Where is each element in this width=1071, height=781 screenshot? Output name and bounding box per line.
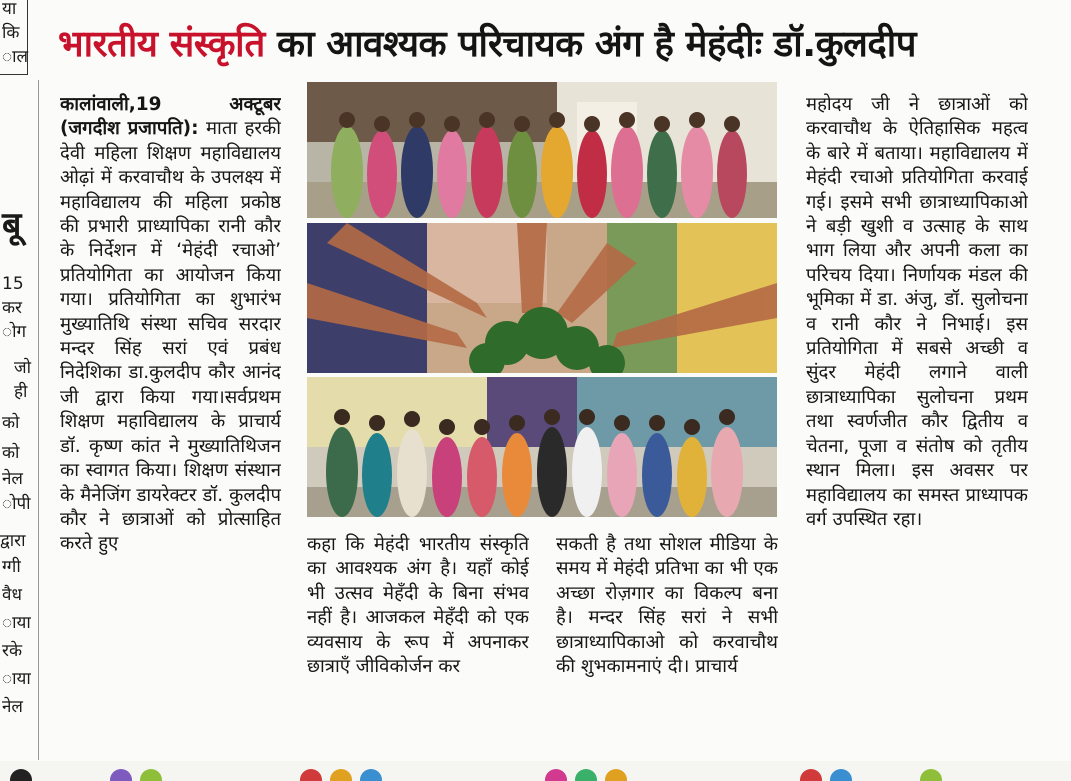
decor-dot [920, 769, 942, 781]
decor-dot [800, 769, 822, 781]
strip-fragment: रके [2, 641, 23, 661]
strip-fragment: या [2, 0, 17, 19]
headline [58, 14, 1058, 74]
decor-dot [110, 769, 132, 781]
group-photo-top [307, 82, 777, 218]
group-photo-bottom-image [307, 377, 777, 517]
strip-fragment: ाया [2, 669, 31, 689]
article-column-4 [806, 93, 1028, 757]
column-2-text: कहा कि मेहंदी भारतीय संस्कृति का आवश्यक अंग है। यहाँ कोई भी उत्सव मेहँदी के बिना संभव नहीं है। आजकल मेहँदी को एक व्यवसाय के रूप में अपनाकर छात्राएँ जीविकोर्जन कर [307, 534, 529, 678]
strip-fragment: वैध [2, 585, 22, 605]
group-photo-bottom [307, 377, 777, 517]
strip-fragment: ग्गी [2, 557, 21, 577]
decor-dot [605, 769, 627, 781]
decor-dot [830, 769, 852, 781]
decor-dot [140, 769, 162, 781]
strip-fragment: द्वारा [0, 531, 26, 551]
strip-fragment: 15 [2, 274, 24, 294]
column-3-text: सकती है तथा सोशल मीडिया के समय में मेहंदी प्रतिभा का भी एक अच्छा रोज़गार का विकल्प बना है। मन्दर सिंह सरां ने सभी छात्राध्यापिकाओ को करवाचौथ की शुभकामनाएं दी। प्राचार्य [556, 534, 778, 678]
mehndi-hands-photo-image [307, 223, 777, 373]
headline-rest: का आवश्यक परिचायक अंग है मेहंदीः डॉ.कुलदीप [264, 22, 916, 65]
decor-dot [300, 769, 322, 781]
column-4-text: महोदय जी ने छात्राओं को करवाचौथ के ऐतिहासिक महत्व के बारे में बताया। महाविद्यालय में मेहंदी रचाओ प्रतियोगिता करवाई गई। इसमे सभी छात्राध्यापिकाओ ने बड़ी खुशी व उत्साह के साथ भाग लिया और अपनी कला का परिचय दिया। निर्णायक मंडल की भूमिका में डा. अंजु, डॉ. सुलोचना व रानी कौर ने निभाई। इस प्रतियोगिता में सबसे अच्छी व सुंदर मेहंदी लगाने वाली छात्राध्यापिका सुलोचना प्रथम तथा स्वर्णजीत कौर द्वितीय व चेतना, पूजा व संतोष को तृतीय स्थान मिला। इस अवसर पर महाविद्यालय का समस्त प्राध्यापक वर्ग उपस्थित रहा। [806, 94, 1028, 530]
strip-fragment: ाया [2, 613, 31, 633]
strip-fragment: ाल [2, 47, 29, 67]
strip-fragment: को [2, 443, 20, 463]
bottom-ad-strip [0, 761, 1071, 781]
dateline: कालांवाली,19 अक्टूबर (जगदीश प्रजापति): [60, 94, 281, 140]
strip-fragment: कर [2, 298, 23, 318]
strip-fragment: कि [2, 23, 20, 43]
strip-fragment: बू [2, 205, 22, 245]
article-column-2 [307, 533, 529, 755]
strip-fragment: ोग [2, 322, 27, 342]
mehndi-hands-photo [307, 223, 777, 373]
decor-dot [575, 769, 597, 781]
decor-dot [10, 769, 32, 781]
strip-fragment: ही [14, 382, 28, 402]
strip-fragment: नेल [2, 469, 23, 489]
group-photo-top-image [307, 82, 777, 218]
column-rule [38, 80, 39, 760]
strip-fragment: को [2, 413, 20, 433]
column-1-text: माता हरकी देवी महिला शिक्षण महाविद्यालय ओढ़ां में करवाचौथ के उपलक्ष्य में महाविद्यालय की महिला प्रकोष्ठ की प्रभारी प्राध्यापिका रानी कौर के निर्देशन में ‘मेहंदी रचाओ’ प्रतियोगिता का आयोजन किया गया। प्रतियोगिता का शुभारंभ मुख्यातिथि संस्था सचिव सरदार मन्दर सिंह सरां एवं प्रबंध निदेशिका डा.कुलदीप कौर आनंद जी द्वारा किया गया।सर्वप्रथम शिक्षण महाविद्यालय के प्राचार्य डॉ. कृष्ण कांत ने मुख्यातिथिजन का स्वागत किया। शिक्षण संस्थान के मैनेजिंग डायरेक्टर डॉ. कुलदीप कौर ने छात्राओं को प्रोत्साहित करते हुए [60, 118, 281, 555]
article-column-1 [60, 93, 281, 757]
strip-fragment: ोपी [2, 494, 31, 514]
article-column-3 [556, 533, 778, 755]
strip-fragment: नेल [2, 697, 23, 717]
headline-highlight: भारतीय संस्कृति [58, 22, 265, 65]
decor-dot [360, 769, 382, 781]
strip-fragment: जो [14, 358, 32, 378]
decor-dot [545, 769, 567, 781]
decor-dot [330, 769, 352, 781]
adjacent-article-strip [0, 0, 36, 781]
